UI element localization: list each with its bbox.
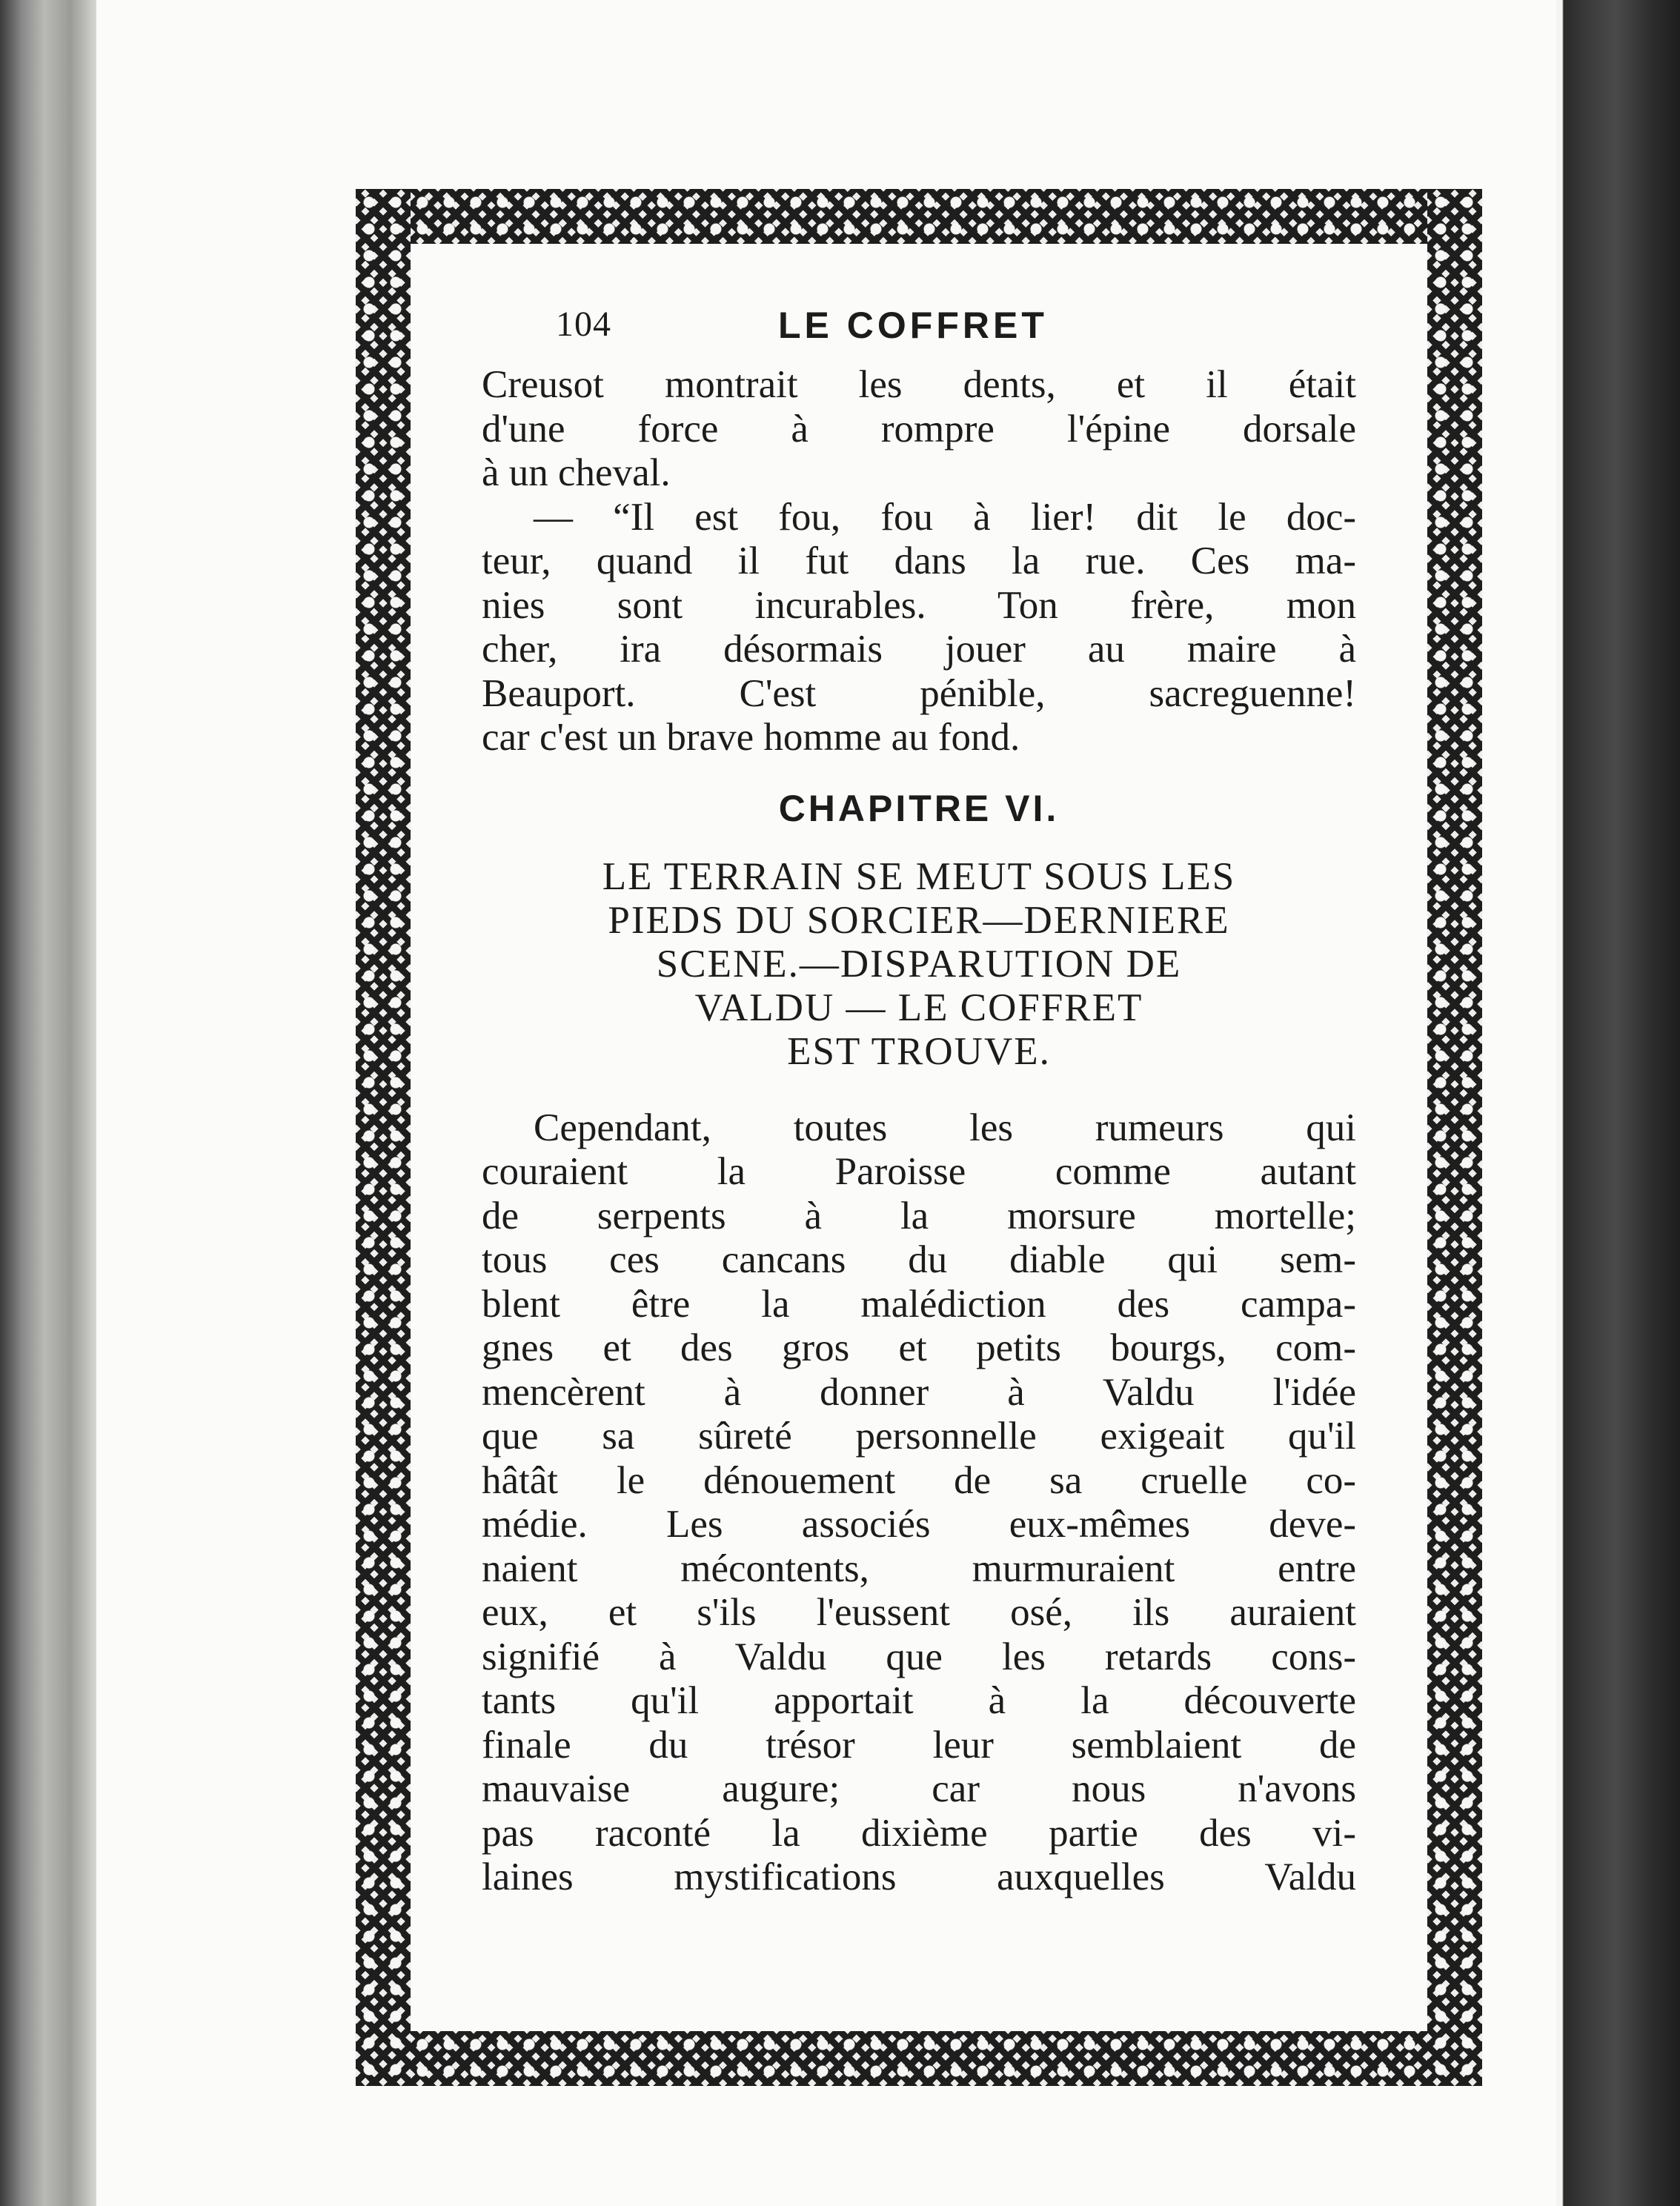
text-line: que sa sûreté personnelle exigeait qu'il <box>482 1415 1356 1458</box>
text-line: eux, et s'ils l'eussent osé, ils auraient <box>482 1591 1356 1634</box>
text-line: pas raconté la dixième partie des vi- <box>482 1811 1356 1855</box>
text-line: Cependant, toutes les rumeurs qui <box>534 1106 1356 1149</box>
text-line: médie. Les associés eux-mêmes deve- <box>482 1503 1356 1546</box>
text-line: teur, quand il fut dans la rue. Ces ma- <box>482 539 1356 582</box>
body-paragraph <box>482 1106 1356 1900</box>
text-line: laines mystifications auxquelles Valdu <box>482 1856 1356 1898</box>
text-line: de serpents à la morsure mortelle; <box>482 1194 1356 1237</box>
chapter-title-line: PIEDS DU SORCIER—DERNIERE <box>608 898 1230 942</box>
text-line: — “Il est fou, fou à lier! dit le doc- <box>534 495 1356 539</box>
chapter-title-line: LE TERRAIN SE MEUT SOUS LES <box>602 854 1236 898</box>
chapter-title-line: VALDU — LE COFFRET <box>694 986 1143 1029</box>
text-line: mencèrent à donner à Valdu l'idée <box>482 1370 1356 1414</box>
text-line: nies sont incurables. Ton frère, mon <box>482 583 1356 627</box>
text-line: mauvaise augure; car nous n'avons <box>482 1767 1356 1810</box>
text-line: couraient la Paroisse comme autant <box>482 1150 1356 1193</box>
page-number: 104 <box>556 305 611 344</box>
text-line: tous ces cancans du diable qui sem- <box>482 1238 1356 1281</box>
text-line: signifié à Valdu que les retards cons- <box>482 1635 1356 1678</box>
text-line: Beauport. C'est pénible, sacreguenne! <box>482 671 1356 715</box>
text-line: car c'est un brave homme au fond. <box>482 716 1020 759</box>
page-content <box>482 304 1356 1900</box>
text-line: d'une force à rompre l'épine dorsale <box>482 407 1356 451</box>
chapter-title-line: EST TROUVE. <box>787 1029 1051 1073</box>
running-title: LE COFFRET <box>778 305 1048 346</box>
text-line: finale du trésor leur semblaient de <box>482 1723 1356 1767</box>
text-line: naient mécontents, murmuraient entre <box>482 1546 1356 1590</box>
intro-paragraph <box>482 363 1356 496</box>
book-edge-right <box>1556 0 1680 2206</box>
chapter-title-line: SCENE.—DISPARUTION DE <box>656 942 1182 986</box>
text-line: Creusot montrait les dents, et il était <box>482 363 1356 406</box>
text-line: blent être la malédiction des campa- <box>482 1282 1356 1326</box>
dialogue-paragraph <box>482 496 1356 760</box>
text-line: tants qu'il apportait à la découverte <box>482 1679 1356 1722</box>
book-gutter-left <box>0 0 96 2206</box>
text-line: à un cheval. <box>482 451 671 494</box>
chapter-heading: CHAPITRE VI. <box>778 787 1060 829</box>
text-line: cher, ira désormais jouer au maire à <box>482 628 1356 671</box>
text-line: gnes et des gros et petits bourgs, com- <box>482 1326 1356 1369</box>
text-line: hâtât le dénouement de sa cruelle co- <box>482 1458 1356 1502</box>
chapter-title <box>482 855 1356 1074</box>
running-head <box>482 304 1356 363</box>
